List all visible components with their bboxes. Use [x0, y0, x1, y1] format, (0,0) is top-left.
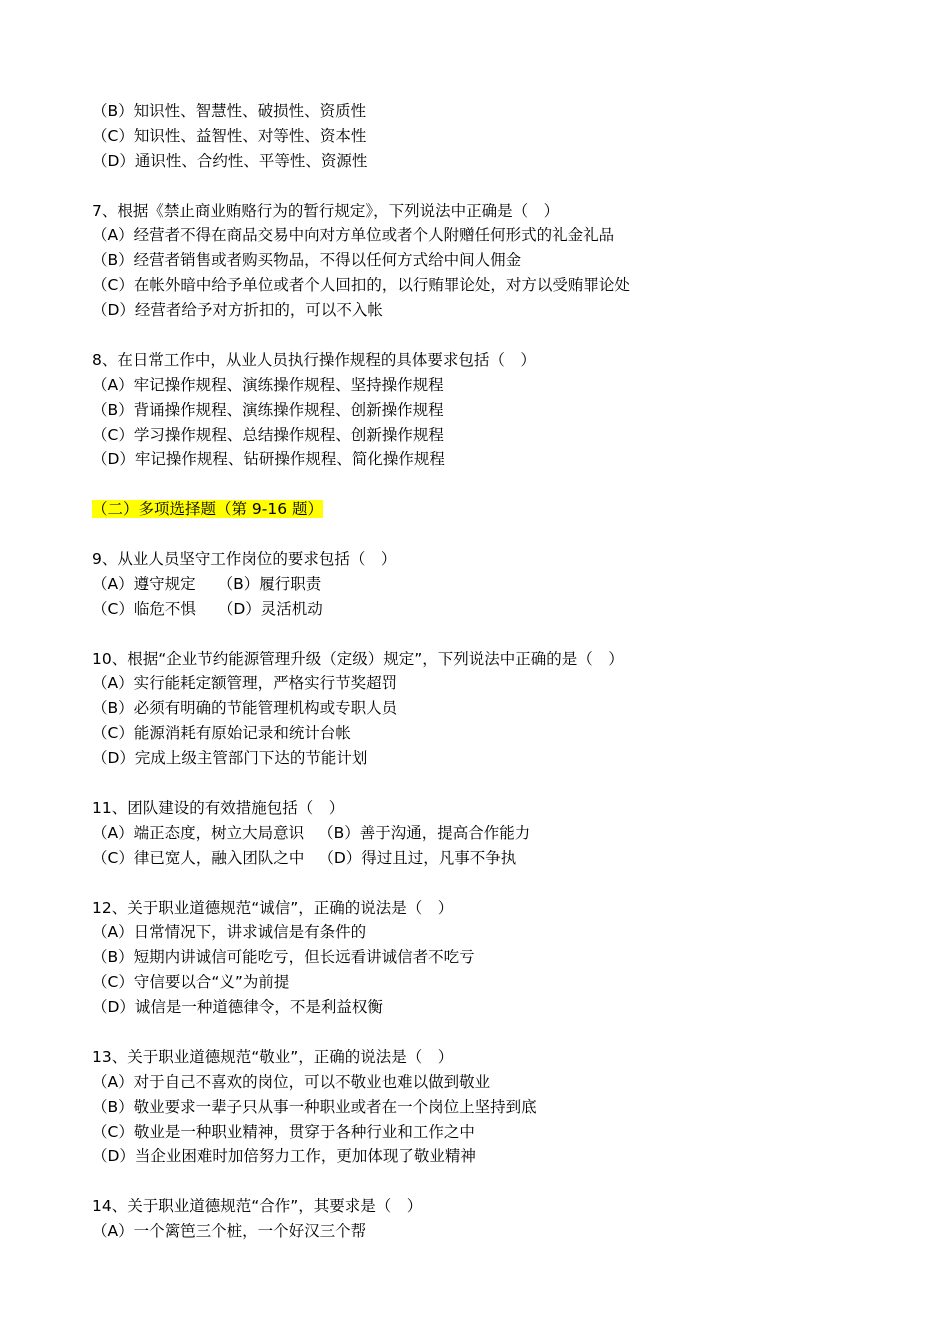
q9-option-a: （A）遵守规定: [92, 574, 196, 593]
q11-options-row-1: [92, 821, 892, 846]
section-heading: [92, 497, 892, 522]
q6-option-b: （B）知识性、智慧性、破损性、资质性: [92, 102, 367, 120]
q10-option-c: （C）能源消耗有原始记录和统计台帐: [92, 724, 351, 743]
q14-stem: 14、关于职业道德规范“合作”，其要求是（ ）: [92, 1197, 423, 1216]
q8-option-a: （A）牢记操作规程、演练操作规程、坚持操作规程: [92, 375, 444, 394]
q12-stem: 12、关于职业道德规范“诚信”，正确的说法是（ ）: [92, 898, 454, 917]
question-12: [92, 896, 892, 1020]
q12-option-a: （A）日常情况下，讲求诚信是有条件的: [92, 923, 367, 942]
question-8: [92, 348, 892, 472]
q8-option-d: （D）牢记操作规程、钻研操作规程、简化操作规程: [92, 450, 445, 469]
q10-option-a: （A）实行能耗定额管理，严格实行节奖超罚: [92, 674, 398, 693]
q7-option-d: （D）经营者给予对方折扣的，可以不入帐: [92, 301, 383, 320]
q13-option-c: （C）敬业是一种职业精神，贯穿于各种行业和工作之中: [92, 1122, 475, 1141]
question-6-options: [92, 99, 892, 174]
question-7: [92, 199, 892, 323]
question-11: [92, 796, 892, 871]
q11-option-b: （B）善于沟通，提高合作能力: [318, 823, 531, 842]
q11-stem: 11、团队建设的有效措施包括（ ）: [92, 798, 345, 817]
q11-option-a: （A）端正态度，树立大局意识: [92, 823, 305, 842]
q8-option-b: （B）背诵操作规程、演练操作规程、创新操作规程: [92, 400, 444, 419]
q12-option-c: （C）守信要以合“义”为前提: [92, 973, 290, 992]
q13-option-a: （A）对于自己不喜欢的岗位，可以不敬业也难以做到敬业: [92, 1072, 491, 1091]
q7-option-b: （B）经营者销售或者购买物品，不得以任何方式给中间人佣金: [92, 251, 522, 270]
q6-option-c: （C）知识性、益智性、对等性、资本性: [92, 126, 367, 145]
q12-option-b: （B）短期内讲诚信可能吃亏，但长远看讲诚信者不吃亏: [92, 948, 475, 967]
section-2-title: （二）多项选择题（第 9-16 题）: [92, 500, 324, 519]
q11-option-d: （D）得过且过，凡事不争执: [318, 848, 517, 867]
document-page: [92, 99, 892, 1244]
q6-option-d: （D）通识性、合约性、平等性、资源性: [92, 151, 368, 170]
q10-option-d: （D）完成上级主管部门下达的节能计划: [92, 749, 368, 768]
q9-options-row-1: [92, 572, 892, 597]
q11-options-row-2: [92, 846, 892, 871]
question-10: [92, 647, 892, 771]
question-14: [92, 1194, 892, 1244]
q7-stem: 7、根据《禁止商业贿赂行为的暂行规定》，下列说法中正确是（ ）: [92, 201, 560, 220]
q10-option-b: （B）必须有明确的节能管理机构或专职人员: [92, 699, 398, 718]
q8-stem: 8、在日常工作中，从业人员执行操作规程的具体要求包括（ ）: [92, 350, 536, 369]
question-13: [92, 1045, 892, 1169]
q14-option-a: （A）一个篱笆三个桩，一个好汉三个帮: [92, 1222, 367, 1241]
q9-stem: 9、从业人员坚守工作岗位的要求包括（ ）: [92, 550, 397, 569]
q11-option-c: （C）律已宽人，融入团队之中: [92, 848, 305, 867]
q7-option-a: （A）经营者不得在商品交易中向对方单位或者个人附赠任何形式的礼金礼品: [92, 226, 615, 245]
q7-option-c: （C）在帐外暗中给予单位或者个人回扣的，以行贿罪论处，对方以受贿罪论处: [92, 276, 630, 295]
question-9: [92, 547, 892, 622]
q13-option-d: （D）当企业困难时加倍努力工作，更加体现了敬业精神: [92, 1147, 476, 1166]
q8-option-c: （C）学习操作规程、总结操作规程、创新操作规程: [92, 425, 444, 444]
q10-stem: 10、根据“企业节约能源管理升级（定级）规定”，下列说法中正确的是（ ）: [92, 649, 624, 668]
q9-options-row-2: [92, 597, 892, 622]
q12-option-d: （D）诚信是一种道德律令，不是利益权衡: [92, 998, 383, 1017]
q13-option-b: （B）敬业要求一辈子只从事一种职业或者在一个岗位上坚持到底: [92, 1097, 537, 1116]
q9-option-c: （C）临危不惧: [92, 599, 196, 618]
q13-stem: 13、关于职业道德规范“敬业”，正确的说法是（ ）: [92, 1047, 454, 1066]
q9-option-d: （D）灵活机动: [217, 599, 323, 618]
q9-option-b: （B）履行职责: [217, 574, 322, 593]
